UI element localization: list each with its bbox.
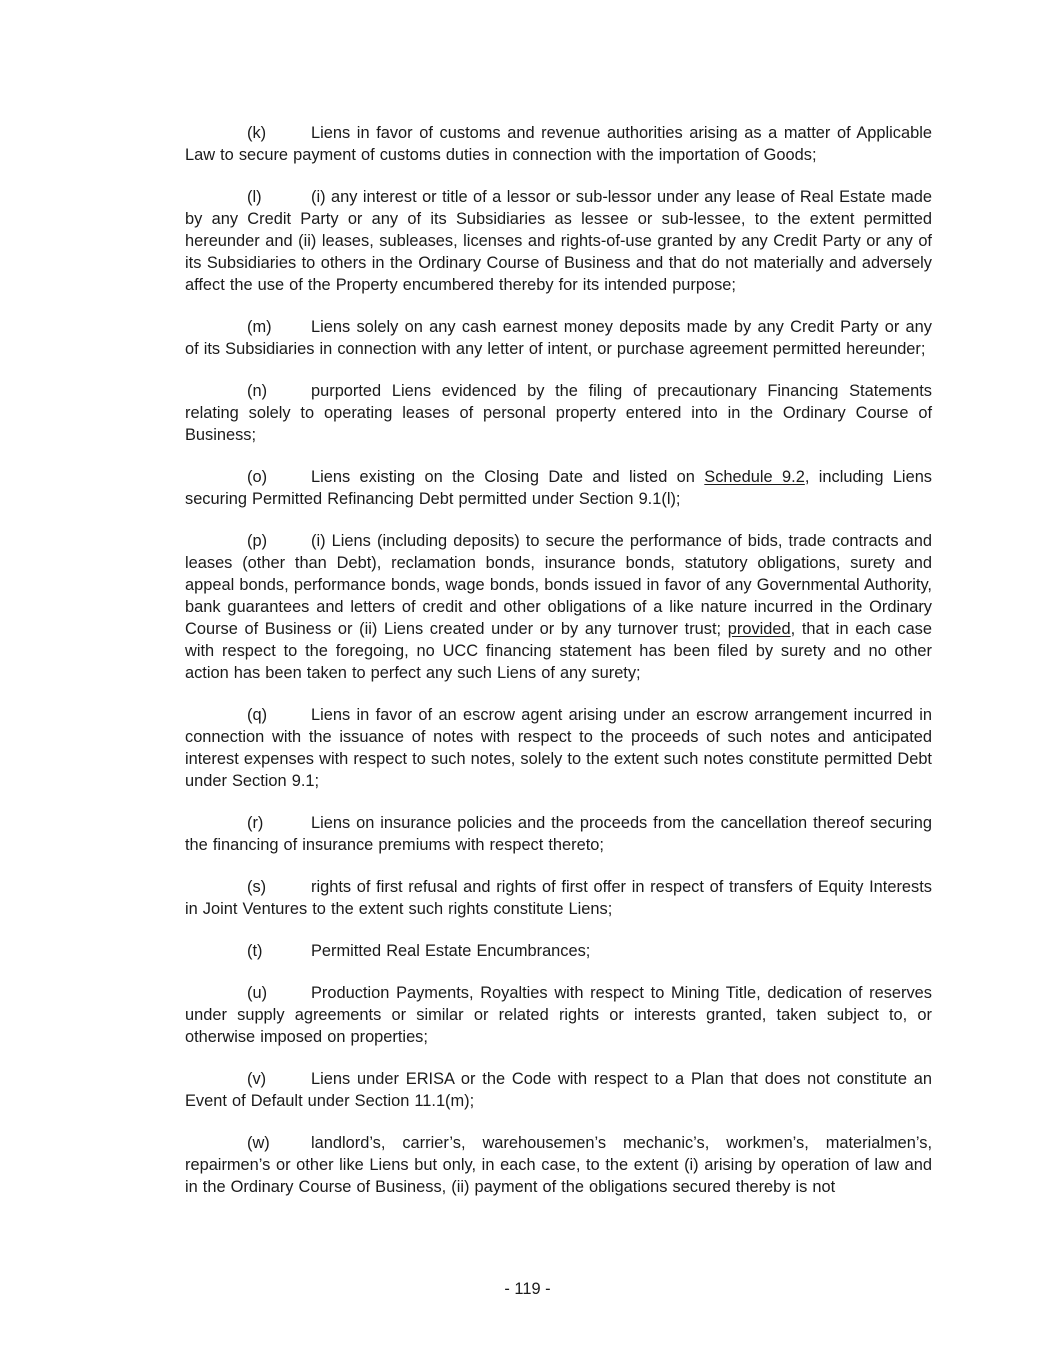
paragraph — [185, 186, 932, 296]
paragraph — [185, 122, 932, 166]
text-segment: purported Liens evidenced by the filing of precautionary Financing Statements relating solely to operating leases of personal property entered into in the Ordinary Course of Business; — [185, 382, 932, 444]
paragraph-label: (k) — [247, 124, 267, 142]
paragraph — [185, 466, 932, 510]
paragraph-label: (p) — [247, 532, 268, 550]
paragraph — [185, 530, 932, 684]
text-segment: landlord’s, carrier’s, warehousemen’s mechanic’s, workmen’s, materialmen’s, repairmen’s or other like Liens but only, in each case, to the extent (i) arising by operation of law and in the Ordinary Course of Business, (ii) payment of the obligations secured thereby is not — [185, 1134, 932, 1196]
text-segment: Liens on insurance policies and the proceeds from the cancellation thereof securing the financing of insurance premiums with respect thereto; — [185, 814, 932, 854]
paragraph-label: (n) — [247, 382, 268, 400]
text-segment: Liens existing on the Closing Date and listed on — [311, 468, 705, 486]
text-segment: Liens in favor of an escrow agent arising under an escrow arrangement incurred in connection with the issuance of notes with respect to the proceeds of such notes and anticipated interest expenses with respect to such notes, solely to the extent such notes constitute permitted Debt under Section 9.1; — [185, 706, 932, 790]
text-segment: (i) any interest or title of a lessor or sub-lessor under any lease of Real Estate made by any Credit Party or any of its Subsidiaries as lessee or sub-lessee, to the extent permitted hereunder and (ii) leases, subleases, licenses and rights-of-use granted by any Credit Party or any of its Subsidiaries to others in the Ordinary Course of Business and that do not materially and adversely affect the use of the Property encumbered thereby for its intended purpose; — [185, 188, 932, 294]
paragraph — [185, 1068, 932, 1112]
text-segment: rights of first refusal and rights of first offer in respect of transfers of Equity Interests in Joint Ventures to the extent such rights constitute Liens; — [185, 878, 932, 918]
paragraph-label: (s) — [247, 878, 267, 896]
paragraph-label: (o) — [247, 468, 268, 486]
text-segment: Permitted Real Estate Encumbrances; — [311, 942, 591, 960]
document-body — [185, 122, 932, 1218]
paragraph-label: (l) — [247, 188, 262, 206]
paragraph — [185, 1132, 932, 1198]
page-number: - 119 - — [504, 1280, 551, 1298]
paragraph — [185, 812, 932, 856]
text-segment: Liens in favor of customs and revenue authorities arising as a matter of Applicable Law to secure payment of customs duties in connection with the importation of Goods; — [185, 124, 932, 164]
text-segment: , that in each case with respect to the foregoing, no UCC financing statement has been filed by surety and no other action has been taken to perfect any such Liens of any surety; — [185, 620, 932, 682]
paragraph-label: (t) — [247, 942, 263, 960]
text-segment: Production Payments, Royalties with respect to Mining Title, dedication of reserves under supply agreements or similar or related rights or interests granted, taken subject to, or otherwise imposed on properties; — [185, 984, 932, 1046]
paragraph-label: (m) — [247, 318, 272, 336]
paragraph — [185, 380, 932, 446]
underlined-text-segment: Schedule 9.2 — [704, 468, 805, 486]
text-segment: Liens solely on any cash earnest money deposits made by any Credit Party or any of its Subsidiaries in connection with any letter of intent, or purchase agreement permitted hereunder; — [185, 318, 932, 358]
paragraph — [185, 876, 932, 920]
text-segment: (i) Liens (including deposits) to secure the performance of bids, trade contracts and leases (other than Debt), reclamation bonds, insurance bonds, statutory obligations, surety and appeal bonds, performance bonds, wage bonds, bonds issued in favor of any Governmental Authority, bank guarantees and letters of credit and other obligations of a like nature incurred in the Ordinary Course of Business or (ii) Liens created under or by any turnover trust; — [185, 532, 932, 638]
paragraph — [185, 982, 932, 1048]
underlined-text-segment: provided — [727, 620, 791, 638]
paragraph-label: (r) — [247, 814, 264, 832]
paragraph-label: (v) — [247, 1070, 267, 1088]
text-segment: , including Liens securing Permitted Refinancing Debt permitted under Section 9.1(l); — [185, 468, 933, 508]
page-footer — [0, 1278, 1055, 1300]
paragraph — [185, 704, 932, 792]
text-segment: Liens under ERISA or the Code with respect to a Plan that does not constitute an Event of Default under Section 11.1(m); — [185, 1070, 932, 1110]
paragraph-label: (u) — [247, 984, 268, 1002]
paragraph — [185, 316, 932, 360]
paragraph-label: (q) — [247, 706, 268, 724]
paragraph — [185, 940, 932, 962]
paragraph-label: (w) — [247, 1134, 270, 1152]
